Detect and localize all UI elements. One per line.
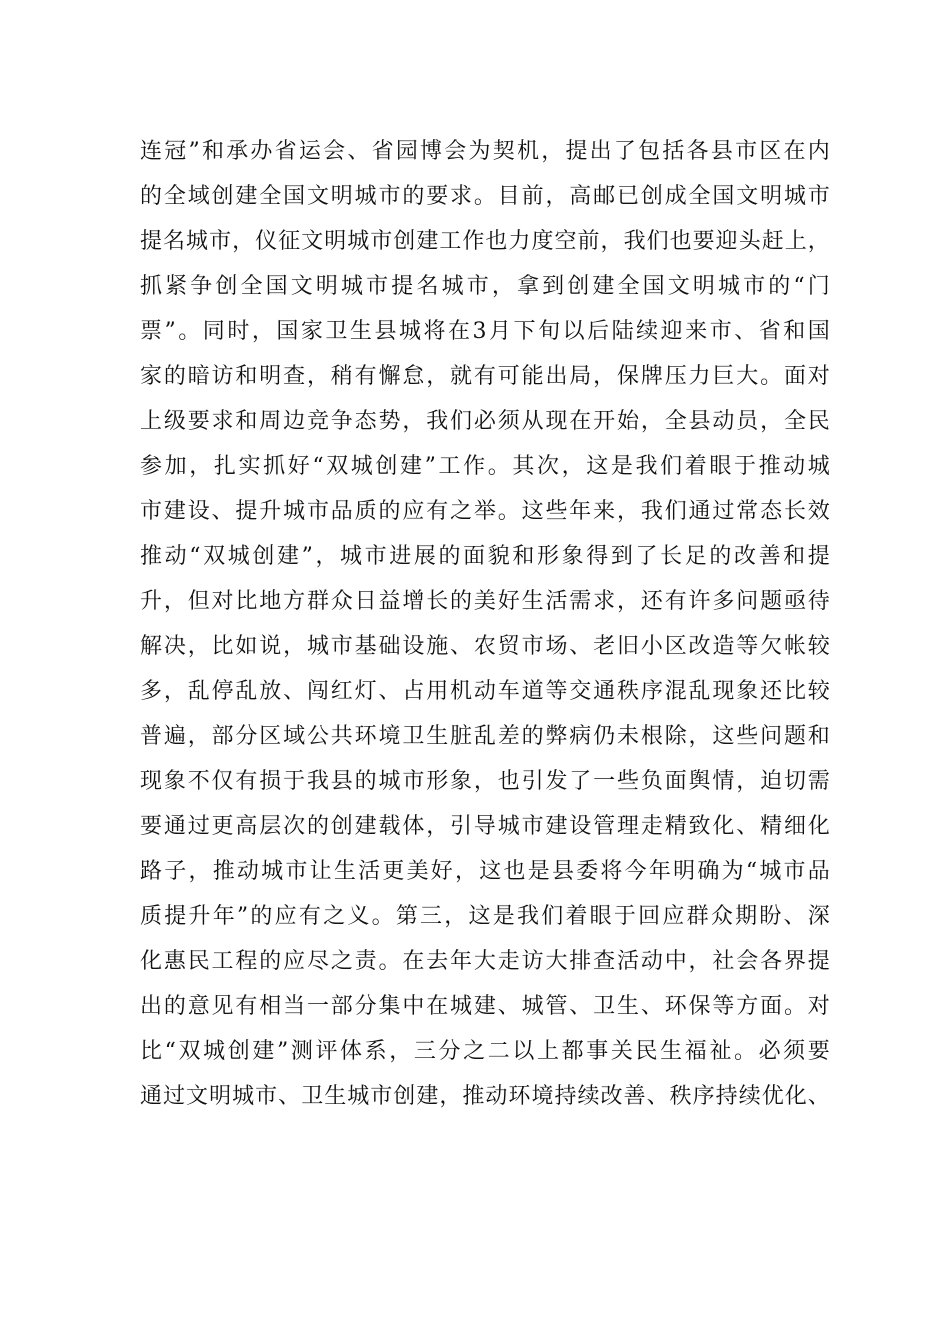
text-line: 多，乱停乱放、闯红灯、占用机动车道等交通秩序混乱现象还比较 [140,679,830,704]
text-line: 质提升年”的应有之义。第三，这是我们着眼于回应群众期盼、深 [140,904,830,929]
text-line: 提名城市，仪征文明城市创建工作也力度空前，我们也要迎头赶上， [140,229,830,254]
body-text [140,129,830,1119]
text-line: 通过文明城市、卫生城市创建，推动环境持续改善、秩序持续优化、 [140,1084,830,1109]
text-line: 解决，比如说，城市基础设施、农贸市场、老旧小区改造等欠帐较 [140,634,830,659]
text-line: 抓紧争创全国文明城市提名城市，拿到创建全国文明城市的“门 [140,274,830,299]
text-line: 现象不仅有损于我县的城市形象，也引发了一些负面舆情，迫切需 [140,769,830,794]
text-line: 路子，推动城市让生活更美好，这也是县委将今年明确为“城市品 [140,859,830,884]
text-line: 家的暗访和明查，稍有懈怠，就有可能出局，保牌压力巨大。面对 [140,364,830,389]
text-line: 参加，扎实抓好“双城创建”工作。其次，这是我们着眼于推动城 [140,454,830,479]
text-line: 普遍，部分区域公共环境卫生脏乱差的弊病仍未根除，这些问题和 [140,724,830,749]
text-line: 比“双城创建”测评体系，三分之二以上都事关民生福祉。必须要 [140,1039,830,1064]
text-line: 的全域创建全国文明城市的要求。目前，高邮已创成全国文明城市 [140,184,830,209]
text-line: 上级要求和周边竞争态势，我们必须从现在开始，全县动员，全民 [140,409,830,434]
text-line: 市建设、提升城市品质的应有之举。这些年来，我们通过常态长效 [140,499,830,524]
text-line: 要通过更高层次的创建载体，引导城市建设管理走精致化、精细化 [140,814,830,839]
text-line: 出的意见有相当一部分集中在城建、城管、卫生、环保等方面。对 [140,994,830,1019]
text-line: 化惠民工程的应尽之责。在去年大走访大排查活动中，社会各界提 [140,949,830,974]
text-line: 升，但对比地方群众日益增长的美好生活需求，还有许多问题亟待 [140,589,830,614]
text-line: 票”。同时，国家卫生县城将在3月下旬以后陆续迎来市、省和国 [140,319,830,344]
text-line: 连冠”和承办省运会、省园博会为契机，提出了包括各县市区在内 [140,139,830,164]
text-line: 推动“双城创建”，城市进展的面貌和形象得到了长足的改善和提 [140,544,830,569]
